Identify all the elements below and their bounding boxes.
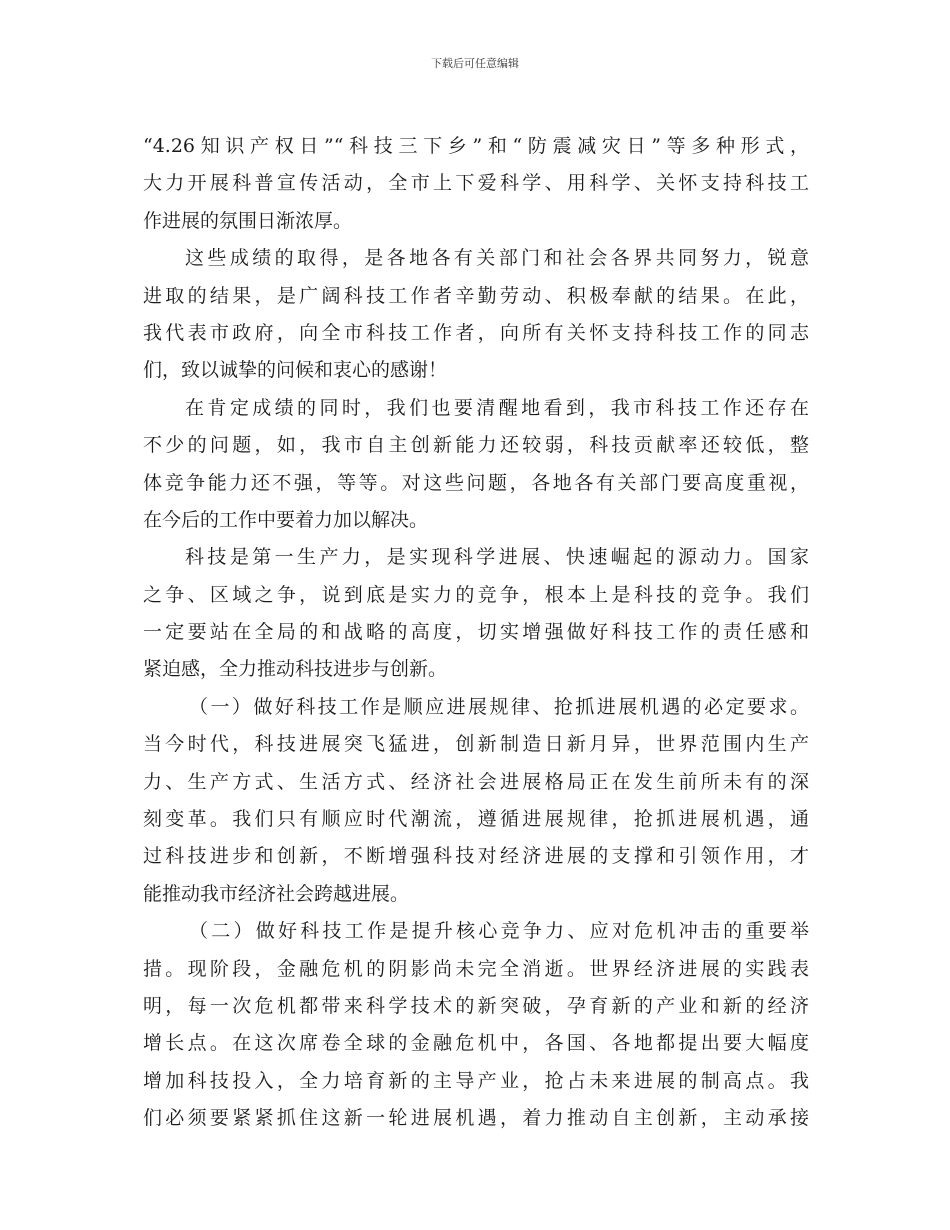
text-line: （一）做好科技工作是顺应进展规律、抢抓进展机遇的必定要求。 bbox=[189, 695, 809, 718]
text-line: 之争、区域之争，说到底是实力的竞争，根本上是科技的竞争。我们 bbox=[143, 583, 809, 606]
text-line: 措。现阶段，金融危机的阴影尚未完全消逝。世界经济进展的实践表 bbox=[143, 957, 809, 980]
text-line: 们，致以诚挚的问候和衷心的感谢！ bbox=[143, 359, 448, 382]
text-line: 在今后的工作中要着力加以解决。 bbox=[143, 508, 429, 531]
text-line: 在肯定成绩的同时，我们也要清醒地看到，我市科技工作还存在 bbox=[185, 396, 809, 419]
text-line: 我代表市政府，向全市科技工作者，向所有关怀支持科技工作的同志 bbox=[143, 321, 809, 344]
text-line: 这些成绩的取得，是各地各有关部门和社会各界共同努力，锐意 bbox=[185, 247, 809, 270]
text-line: 科技是第一生产力，是实现科学进展、快速崛起的源动力。国家 bbox=[185, 546, 809, 569]
text-line: 当今时代，科技进展突飞猛进，创新制造日新月异，世界范围内生产 bbox=[143, 733, 809, 756]
text-line: 不少的问题，如，我市自主创新能力还较弱，科技贡献率还较低，整 bbox=[143, 434, 809, 457]
text-line: 刻变革。我们只有顺应时代潮流，遵循进展规律，抢抓进展机遇，通 bbox=[143, 808, 809, 831]
text-line: “4.26知识产权日”“科技三下乡”和“防震减灾日”等多种形式， bbox=[143, 135, 809, 157]
document-body bbox=[143, 128, 809, 1138]
text-line: 们必须要紧紧抓住这新一轮进展机遇，着力推动自主创新，主动承接 bbox=[143, 1107, 809, 1130]
text-line: 明，每一次危机都带来科学技术的新突破，孕育新的产业和新的经济 bbox=[143, 994, 809, 1017]
text-line: （二）做好科技工作是提升核心竞争力、应对危机冲击的重要举 bbox=[189, 920, 809, 943]
text-line: 过科技进步和创新，不断增强科技对经济进展的支撑和引领作用，才 bbox=[143, 845, 809, 868]
text-line: 能推动我市经济社会跨越进展。 bbox=[143, 882, 410, 905]
text-line: 紧迫感，全力推动科技进步与创新。 bbox=[143, 658, 448, 681]
text-line: 一定要站在全局的和战略的高度，切实增强做好科技工作的责任感和 bbox=[143, 621, 809, 644]
page-header: 下载后可任意编辑 bbox=[431, 57, 519, 70]
text-line: 增长点。在这次席卷全球的金融危机中，各国、各地都提出要大幅度 bbox=[143, 1032, 809, 1055]
text-line: 进取的结果，是广阔科技工作者辛勤劳动、积极奉献的结果。在此， bbox=[143, 284, 809, 307]
text-line: 体竞争能力还不强，等等。对这些问题，各地各有关部门要高度重视， bbox=[143, 471, 809, 494]
text-line: 力、生产方式、生活方式、经济社会进展格局正在发生前所未有的深 bbox=[143, 770, 809, 793]
text-line: 增加科技投入，全力培育新的主导产业，抢占未来进展的制高点。我 bbox=[143, 1069, 809, 1092]
text-line: 大力开展科普宣传活动，全市上下爱科学、用科学、关怀支持科技工 bbox=[143, 172, 809, 195]
text-line: 作进展的氛围日渐浓厚。 bbox=[143, 209, 353, 232]
